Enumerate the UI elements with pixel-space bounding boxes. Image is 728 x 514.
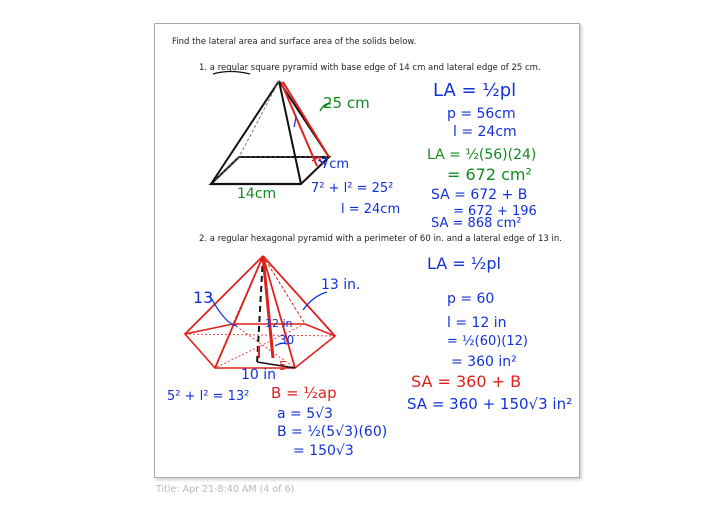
p1-work-slant: l = 24cm: [453, 124, 517, 140]
hex-apothem-part-label: 5: [279, 359, 287, 373]
instructions-text: Find the lateral area and surface area of the solids below.: [172, 37, 417, 47]
page-footer-title: Title: Apr 21-8:40 AM (4 of 6): [156, 484, 295, 495]
problem2-prompt: 2. a regular hexagonal pyramid with a perimeter of 60 in. and a lateral edge of 13 in.: [199, 234, 562, 244]
underline-mark: [213, 72, 250, 75]
half-base-label: 7cm: [321, 157, 350, 172]
hex-slant-13-label: 13: [193, 288, 214, 307]
square-pyramid-figure: [211, 81, 331, 184]
p1-work-perimeter: p = 56cm: [447, 106, 516, 122]
p1-work-sa-formula: SA = 672 + B: [431, 187, 528, 203]
hex-lateral-edge-label: 13 in.: [321, 277, 361, 293]
hexagonal-pyramid-figure: [185, 256, 335, 368]
p2-work-b-formula: B = ½ap: [271, 384, 337, 402]
base-edge-label: 14cm: [237, 186, 277, 202]
p2-work-sa-result: SA = 360 + 150√3 in²: [407, 395, 573, 413]
p1-work-sa-substitution: = 672 + 196: [453, 204, 537, 219]
p1-pythagoras-line2: l = 24cm: [341, 202, 401, 217]
p2-work-perimeter: p = 60: [447, 291, 495, 307]
p2-work-b-substitution: B = ½(5√3)(60): [277, 424, 388, 440]
p1-pythagoras-line1: 7² + l² = 25²: [311, 181, 394, 196]
p2-work-la-substitution: = ½(60)(12): [447, 334, 528, 349]
p1-work-sa-result: SA = 868 cm²: [431, 216, 522, 231]
p2-work-apothem: a = 5√3: [277, 406, 333, 422]
p1-work-la-result: = 672 cm²: [447, 165, 532, 184]
slant-height-label: l: [293, 115, 297, 131]
p2-work-la-formula: LA = ½pl: [427, 254, 501, 273]
hex-angle-label: 30: [279, 333, 295, 347]
p2-work-b-result: = 150√3: [293, 443, 354, 459]
p2-work-sa-formula: SA = 360 + B: [411, 372, 522, 391]
hex-base-label: 10 in: [241, 367, 277, 383]
p1-work-la-formula: LA = ½pl: [433, 80, 517, 101]
p2-pythagoras: 5² + l² = 13²: [167, 389, 250, 404]
lateral-edge-label: 25 cm: [323, 94, 370, 112]
p1-work-la-substitution: LA = ½(56)(24): [427, 147, 537, 163]
problem1-prompt: 1. a regular square pyramid with base edge of 14 cm and lateral edge of 25 cm.: [199, 63, 541, 73]
slide-page: [154, 23, 580, 478]
hex-slant-12-label: 12 in: [265, 317, 293, 330]
p2-work-la-result: = 360 in²: [451, 354, 517, 370]
p2-work-slant: l = 12 in: [447, 315, 507, 331]
